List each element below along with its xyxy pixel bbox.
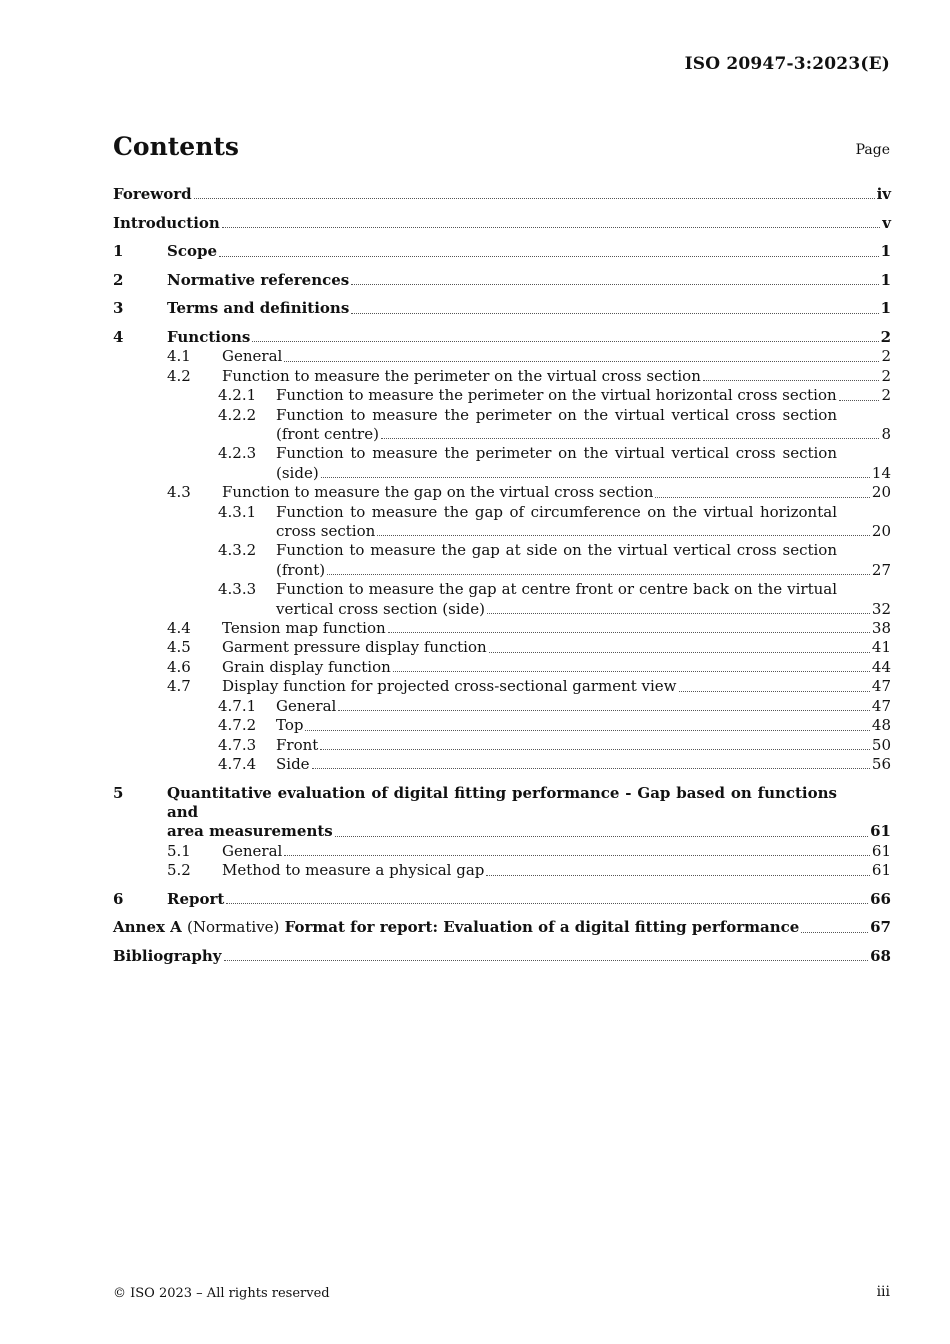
dot-leader xyxy=(338,709,870,711)
toc-entry-4-7-4[interactable] xyxy=(113,755,891,774)
page-column-label: Page xyxy=(855,142,890,158)
toc-entry-4[interactable] xyxy=(113,328,891,347)
toc-page: 47 xyxy=(871,677,891,696)
toc-title: Method to measure a physical gap xyxy=(222,861,485,880)
toc-title: Function to measure the perimeter on the virtual horizontal cross section xyxy=(276,386,837,405)
toc-number: 5.2 xyxy=(167,861,191,880)
toc-entry-4-7-2[interactable] xyxy=(113,716,891,735)
toc-page: iv xyxy=(876,185,891,203)
dot-leader xyxy=(284,854,870,856)
toc-title-line-1: Function to measure the perimeter on the virtual vertical cross section xyxy=(276,405,837,424)
toc-title-line-1: Function to measure the perimeter on the virtual vertical cross section xyxy=(276,444,837,463)
dot-leader xyxy=(252,340,878,342)
toc-entry-4-4[interactable] xyxy=(113,619,891,638)
dot-leader xyxy=(486,874,870,876)
toc-title: Bibliography xyxy=(113,946,222,965)
toc-entry-4-2[interactable] xyxy=(113,367,891,386)
toc-title: Top xyxy=(276,716,304,735)
toc-number: 4.3.3 xyxy=(218,580,257,599)
toc-page: 2 xyxy=(881,386,891,405)
toc-page: 38 xyxy=(871,619,891,638)
toc-page: 56 xyxy=(871,754,891,773)
toc-entry-annex-a[interactable] xyxy=(113,918,891,937)
annex-type: (Normative) xyxy=(187,918,280,937)
toc-title-line-1: Quantitative evaluation of digital fitting performance - Gap based on functions and xyxy=(167,783,837,821)
toc-page: 68 xyxy=(870,946,891,965)
toc-number: 4.2.2 xyxy=(218,405,257,424)
toc-number: 4.7.1 xyxy=(218,696,257,715)
dot-leader xyxy=(312,767,870,769)
toc-title-line-2: (front centre) xyxy=(276,425,379,443)
toc-page: 61 xyxy=(870,822,891,841)
toc-page: 44 xyxy=(871,657,891,676)
toc-entry-4-7-3[interactable] xyxy=(113,736,891,755)
toc-entry-4-2-3[interactable] xyxy=(113,444,891,483)
dot-leader xyxy=(351,283,878,285)
toc-page: 2 xyxy=(881,366,891,385)
toc-title: Normative references xyxy=(167,270,350,289)
toc-page: 41 xyxy=(871,638,891,657)
toc-number: 4.1 xyxy=(167,347,191,366)
dot-leader xyxy=(327,573,870,575)
dot-leader xyxy=(381,437,880,439)
dot-leader xyxy=(335,835,868,837)
toc-title-line-2: (front) xyxy=(276,560,326,579)
toc-number: 3 xyxy=(113,299,124,318)
toc-title: Tension map function xyxy=(222,619,386,638)
toc-page: 8 xyxy=(881,425,891,443)
toc-number: 4.5 xyxy=(167,638,191,657)
toc-title-line-2: vertical cross section (side) xyxy=(276,599,485,618)
toc-title-line-2: area measurements xyxy=(167,822,333,841)
dot-leader xyxy=(305,729,869,731)
toc-entry-introduction[interactable] xyxy=(113,214,891,233)
toc-title: Grain display function xyxy=(222,657,391,676)
toc-number: 4.3.2 xyxy=(218,541,257,560)
toc-title: Foreword xyxy=(113,185,192,203)
toc-entry-3[interactable] xyxy=(113,299,891,318)
toc-number: 4.6 xyxy=(167,657,191,676)
toc-title: Function to measure the gap on the virtual cross section xyxy=(222,483,654,502)
dot-leader xyxy=(655,496,870,498)
toc-page: 66 xyxy=(870,889,891,908)
toc-page: 20 xyxy=(871,522,891,541)
toc-number: 4.3.1 xyxy=(218,502,257,521)
page-title: Contents xyxy=(113,132,240,161)
toc-title: General xyxy=(222,841,283,860)
toc-page: v xyxy=(882,213,891,232)
toc-entry-foreword[interactable] xyxy=(113,185,891,204)
toc-entry-2[interactable] xyxy=(113,271,891,290)
toc-page: 1 xyxy=(880,270,891,289)
toc-page: 27 xyxy=(871,560,891,579)
toc-entry-4-3[interactable] xyxy=(113,483,891,502)
toc-number: 4.2 xyxy=(167,366,191,385)
dot-leader xyxy=(320,748,870,750)
dot-leader xyxy=(801,931,868,933)
toc-number: 4.7.4 xyxy=(218,754,257,773)
dot-leader xyxy=(377,534,870,536)
toc-entry-1[interactable] xyxy=(113,242,891,261)
toc-entry-6[interactable] xyxy=(113,890,891,909)
dot-leader xyxy=(393,670,870,672)
toc-page: 61 xyxy=(871,861,891,880)
toc-title: Scope xyxy=(167,242,218,261)
dot-leader xyxy=(284,360,879,362)
toc-page: 14 xyxy=(871,463,891,482)
toc-entry-4-3-1[interactable] xyxy=(113,503,891,542)
toc-number: 4.2.1 xyxy=(218,386,257,405)
toc-title: General xyxy=(222,347,283,366)
dot-leader xyxy=(351,312,878,314)
toc-title: General xyxy=(276,696,337,715)
toc-page: 32 xyxy=(871,599,891,618)
toc-entry-5-2[interactable] xyxy=(113,861,891,880)
annex-label: Annex A xyxy=(113,918,182,937)
toc-number: 1 xyxy=(113,242,124,261)
toc-number: 4.3 xyxy=(167,483,191,502)
toc-entry-4-3-2[interactable] xyxy=(113,541,891,580)
dot-leader xyxy=(226,902,868,904)
dot-leader xyxy=(222,226,880,228)
toc-entry-bibliography[interactable] xyxy=(113,947,891,966)
toc-number: 5.1 xyxy=(167,841,191,860)
dot-leader xyxy=(489,651,870,653)
toc-title: Function to measure the perimeter on the virtual cross section xyxy=(222,366,701,385)
toc-page: 1 xyxy=(880,242,891,261)
toc-page: 20 xyxy=(871,483,891,502)
dot-leader xyxy=(321,476,870,478)
table-of-contents xyxy=(113,185,891,966)
toc-title-line-2: (side) xyxy=(276,463,319,482)
dot-leader xyxy=(703,379,880,381)
toc-number: 4 xyxy=(113,327,124,346)
toc-page: 50 xyxy=(871,735,891,754)
toc-number: 4.2.3 xyxy=(218,444,257,463)
toc-number: 4.7.3 xyxy=(218,735,257,754)
toc-title: Introduction xyxy=(113,213,220,232)
dot-leader xyxy=(219,255,879,257)
toc-number: 4.7.2 xyxy=(218,716,257,735)
dot-leader xyxy=(839,399,880,401)
dot-leader xyxy=(679,690,870,692)
toc-title: Garment pressure display function xyxy=(222,638,487,657)
dot-leader xyxy=(388,631,870,633)
toc-entry-4-2-1[interactable] xyxy=(113,386,891,405)
toc-title: Functions xyxy=(167,327,251,346)
toc-number: 5 xyxy=(113,783,124,802)
toc-entry-4-7-1[interactable] xyxy=(113,697,891,716)
toc-page: 48 xyxy=(871,716,891,735)
dot-leader xyxy=(487,612,870,614)
toc-number: 6 xyxy=(113,889,124,908)
toc-entry-4-6[interactable] xyxy=(113,658,891,677)
toc-entry-5[interactable] xyxy=(113,784,891,842)
document-identifier: ISO 20947-3:2023(E) xyxy=(684,54,890,74)
toc-title: Front xyxy=(276,735,319,754)
page-number: iii xyxy=(876,1284,890,1300)
toc-page: 67 xyxy=(870,918,891,937)
toc-title-line-1: Function to measure the gap at centre front or centre back on the virtual xyxy=(276,580,837,599)
toc-number: 4.4 xyxy=(167,619,191,638)
toc-title: Terms and definitions xyxy=(167,299,350,318)
toc-page: 1 xyxy=(880,299,891,318)
toc-number: 4.7 xyxy=(167,677,191,696)
toc-entry-5-1[interactable] xyxy=(113,842,891,861)
toc-title-line-2: cross section xyxy=(276,522,376,541)
toc-title: Side xyxy=(276,754,310,773)
copyright-notice: © ISO 2023 – All rights reserved xyxy=(113,1286,330,1301)
toc-title: Report xyxy=(167,889,225,908)
dot-leader xyxy=(224,959,869,961)
toc-page: 47 xyxy=(871,696,891,715)
toc-title-line-1: Function to measure the gap of circumference on the virtual horizontal xyxy=(276,502,837,521)
toc-page: 2 xyxy=(881,347,891,366)
toc-entry-4-1[interactable] xyxy=(113,347,891,366)
toc-title: Display function for projected cross-sectional garment view xyxy=(222,677,677,696)
toc-entry-4-3-3[interactable] xyxy=(113,580,891,619)
toc-entry-4-7[interactable] xyxy=(113,677,891,696)
toc-entry-4-2-2[interactable] xyxy=(113,406,891,445)
toc-page: 2 xyxy=(880,327,891,346)
toc-entry-4-5[interactable] xyxy=(113,638,891,657)
toc-title-line-1: Function to measure the gap at side on the virtual vertical cross section xyxy=(276,541,837,560)
dot-leader xyxy=(194,197,875,199)
toc-number: 2 xyxy=(113,270,124,289)
toc-page: 61 xyxy=(871,841,891,860)
toc-title: Format for report: Evaluation of a digital fitting performance xyxy=(284,918,800,937)
